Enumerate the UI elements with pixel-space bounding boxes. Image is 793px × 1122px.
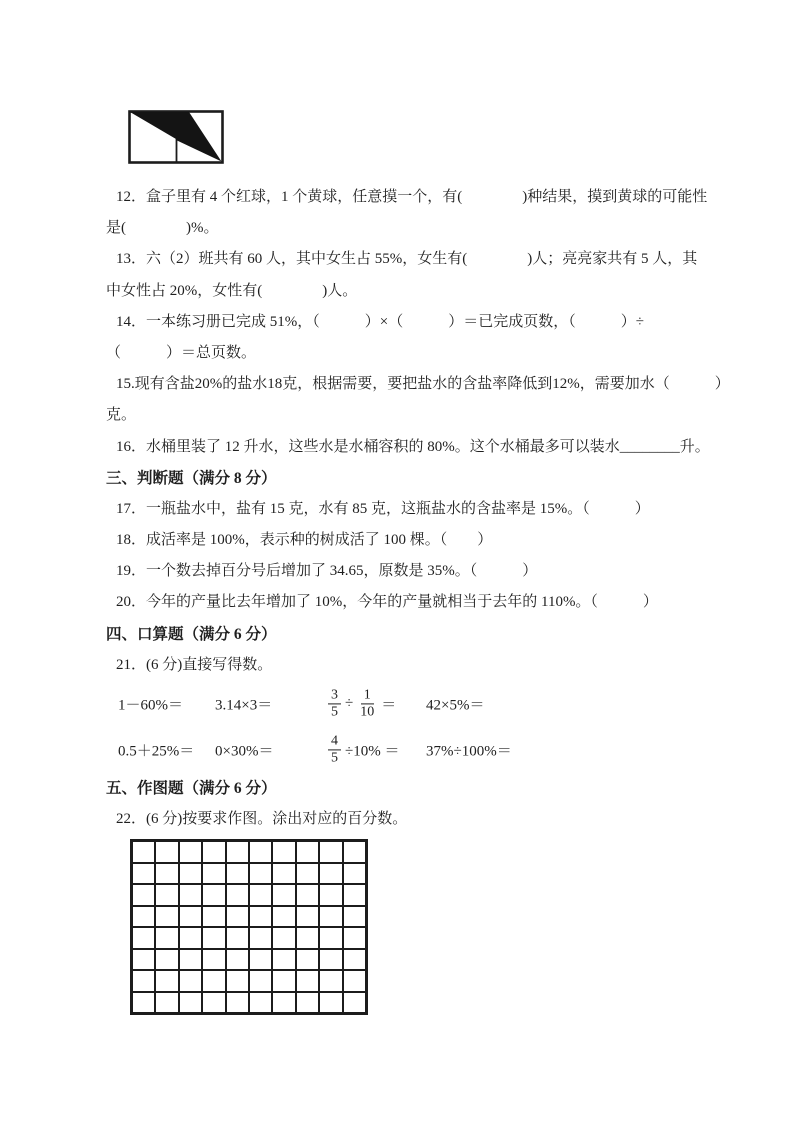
fraction-denominator: 10 [360, 704, 375, 720]
grid-cell [296, 863, 319, 885]
grid-cell [343, 927, 366, 949]
grid-cell [249, 906, 272, 928]
grid-cell [202, 927, 225, 949]
grid-cell [226, 992, 249, 1014]
grid-cell [343, 884, 366, 906]
grid-cell [296, 906, 319, 928]
grid-cell [226, 863, 249, 885]
expression-tail: ÷10% ＝ [345, 743, 400, 760]
grid-cell [343, 992, 366, 1014]
question-14-line-2: （ ）＝总页数。 [106, 344, 257, 361]
grid-cell [343, 949, 366, 971]
grid-cell [272, 884, 295, 906]
grid-cell [132, 884, 155, 906]
grid-cell [296, 970, 319, 992]
grid-cell [179, 970, 202, 992]
grid-cell [249, 884, 272, 906]
grid-cell [202, 992, 225, 1014]
question-20-line-1: 20．今年的产量比去年增加了 10%，今年的产量就相当于去年的 110%。（ ） [116, 594, 658, 611]
oral-calculation-row-2 [106, 727, 688, 773]
divide-operator: ÷ [345, 695, 354, 712]
fraction-denominator: 5 [331, 704, 338, 720]
grid-cell [179, 906, 202, 928]
grid-cell [132, 863, 155, 885]
grid-cell [226, 970, 249, 992]
oral-expression-2-2: 0×30%＝ [215, 743, 274, 760]
grid-cell [319, 970, 342, 992]
section-header-oral: 四、口算题（满分 6 分） [106, 625, 277, 643]
grid-cell [202, 949, 225, 971]
question-15-line-2: 克。 [106, 407, 137, 424]
fraction-one-tenth [357, 687, 377, 720]
question-21-line-1: 21．(6 分)直接写得数。 [116, 656, 273, 673]
fraction-four-fifths [328, 733, 341, 766]
question-13-line-2: 中女性占 20%，女性有( )人。 [106, 282, 358, 299]
grid-cell [132, 927, 155, 949]
question-22-line-1: 22．(6 分)按要求作图。涂出对应的百分数。 [116, 811, 408, 828]
grid-cell [272, 949, 295, 971]
section-header-drawing: 五、作图题（满分 6 分） [106, 780, 277, 797]
fraction-numerator: 4 [328, 733, 341, 750]
question-12-line-1: 12．盒子里有 4 个红球，1 个黄球，任意摸一个，有( )种结果，摸到黄球的可能性 [116, 189, 708, 205]
grid-cell [132, 992, 155, 1014]
grid-cell [343, 863, 366, 885]
grid-cell [226, 841, 249, 863]
oral-expression-1-2: 3.14×3＝ [215, 697, 273, 714]
grid-cell [202, 863, 225, 885]
grid-cell [296, 884, 319, 906]
question-15-line-1: 15.现有含盐20%的盐水18克，根据需要，要把盐水的含盐率降低到12%，需要加水（ ） [116, 376, 730, 393]
grid-cell [179, 949, 202, 971]
grid-cell [272, 992, 295, 1014]
grid-cell [202, 884, 225, 906]
grid-cell [319, 863, 342, 885]
grid-cell [249, 863, 272, 885]
fraction-numerator: 3 [328, 687, 341, 704]
grid-cell [179, 927, 202, 949]
grid-cell [249, 841, 272, 863]
grid-cell [226, 927, 249, 949]
oral-expression-2-4: 37%÷100%＝ [426, 743, 512, 760]
question-16-line-1: 16．水桶里装了 12 升水，这些水是水桶容积的 80%。这个水桶最多可以装水________升。 [116, 438, 710, 455]
question-19-line-1: 19．一个数去掉百分号后增加了 34.65，原数是 35%。（ ） [116, 563, 538, 580]
grid-cell [272, 927, 295, 949]
grid-cell [155, 884, 178, 906]
grid-cell [343, 906, 366, 928]
grid-cell [155, 949, 178, 971]
grid-cell [155, 906, 178, 928]
oral-expression-1-4: 42×5%＝ [426, 697, 485, 714]
grid-cell [155, 863, 178, 885]
question-17-line-1: 17．一瓶盐水中，盐有 15 克，水有 85 克，这瓶盐水的含盐率是 15%。（ ） [116, 500, 650, 517]
grid-cell [272, 841, 295, 863]
grid-cell [155, 992, 178, 1014]
grid-cell [226, 906, 249, 928]
question-18-line-1: 18．成活率是 100%，表示种的树成活了 100 棵。（ ） [116, 532, 493, 549]
grid-cell [296, 841, 319, 863]
grid-cell [249, 927, 272, 949]
grid-cell [132, 841, 155, 863]
oral-expression-2-3 [328, 733, 399, 766]
grid-cell [179, 841, 202, 863]
question-14-line-1: 14．一本练习册已完成 51%，（ ）×（ ）＝已完成页数，（ ）÷ [116, 313, 644, 330]
grid-cell [319, 992, 342, 1014]
grid-cell [226, 949, 249, 971]
oral-calculation-row-1 [106, 681, 688, 727]
grid-cell [296, 992, 319, 1014]
grid-cell [319, 906, 342, 928]
grid-cell [179, 884, 202, 906]
shaded-triangle-left [130, 112, 176, 139]
grid-cell [249, 970, 272, 992]
grid-cell [272, 970, 295, 992]
grid-cell [319, 884, 342, 906]
grid-cell [226, 884, 249, 906]
grid-wrapper [130, 839, 688, 1015]
grid-cell [202, 906, 225, 928]
grid-cell [249, 992, 272, 1014]
grid-cell [202, 970, 225, 992]
fraction-shading-figure [128, 110, 224, 164]
grid-cell [343, 970, 366, 992]
question-13-line-1: 13．六（2）班共有 60 人，其中女生占 55%，女生有( )人；亮亮家共有 5 人，其 [116, 251, 698, 268]
fraction-three-fifths [328, 687, 341, 720]
grid-cell [319, 949, 342, 971]
grid-cell [272, 863, 295, 885]
grid-cell [179, 863, 202, 885]
fraction-numerator: 1 [361, 687, 374, 704]
percent-grid [130, 839, 368, 1015]
grid-cell [155, 841, 178, 863]
shaded-wedge-right [176, 112, 222, 162]
grid-cell [202, 841, 225, 863]
question-12-line-2: 是( )%。 [106, 220, 219, 237]
grid-cell [132, 949, 155, 971]
grid-cell [272, 906, 295, 928]
oral-expression-2-1: 0.5＋25%＝ [118, 743, 195, 760]
grid-cell [155, 970, 178, 992]
oral-expression-1-1: 1－60%＝ [118, 697, 183, 714]
grid-cell [296, 949, 319, 971]
grid-cell [132, 906, 155, 928]
grid-cell [296, 927, 319, 949]
grid-cell [179, 992, 202, 1014]
grid-cell [319, 927, 342, 949]
grid-cell [249, 949, 272, 971]
grid-cell [343, 841, 366, 863]
grid-cell [132, 970, 155, 992]
grid-cell [155, 927, 178, 949]
fraction-denominator: 5 [331, 750, 338, 766]
grid-cell [319, 841, 342, 863]
section-header-judgment: 三、判断题（满分 8 分） [106, 469, 277, 487]
content-column [106, 0, 730, 1015]
equals-sign: ＝ [381, 697, 397, 714]
oral-expression-1-3 [328, 687, 396, 720]
